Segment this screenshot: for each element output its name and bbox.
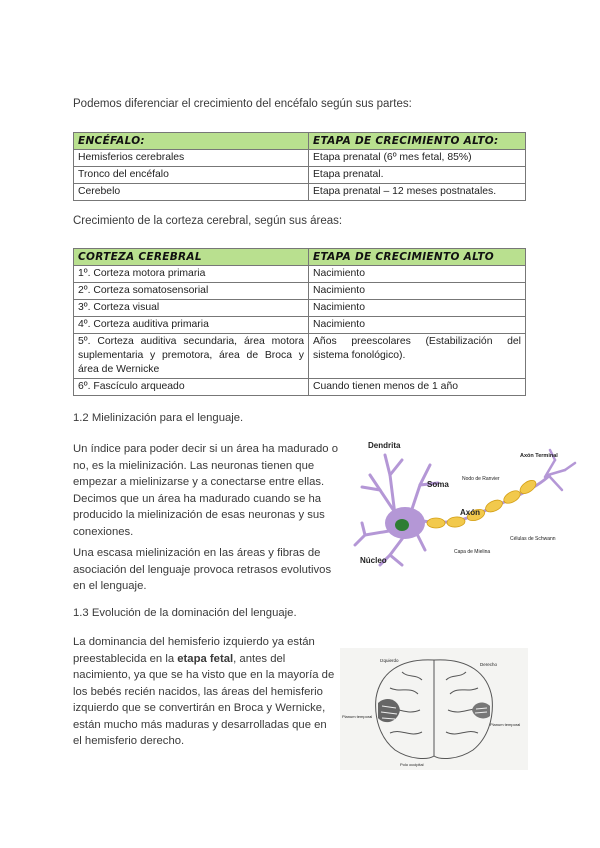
label-nodo-ranvier: Nodo de Ranvier (462, 476, 500, 482)
table-cell: Cerebelo (74, 184, 309, 201)
table-cell: Etapa prenatal. (309, 167, 526, 184)
table-row (74, 379, 526, 396)
label-celulas-schwann: Células de Schwann (510, 536, 556, 542)
brain-diagram (340, 648, 528, 770)
label-capa-mielina: Capa de Mielina (454, 549, 491, 555)
table-cell: 4º. Corteza auditiva primaria (74, 317, 309, 334)
label-soma: Soma (427, 480, 449, 489)
dominance-text-end: , antes del nacimiento, ya que se ha visto que en la mayoría de los bebés recién nacidos, las áreas del hemisferio izquierdo que se convertirán en Broca y Wernicke, están mucho más maduras y desarrolladas que en el hemisferio derecho. (73, 652, 335, 747)
table-cell: Tronco del encéfalo (74, 167, 309, 184)
table-cell: 6º. Fascículo arqueado (74, 379, 309, 396)
table-cell: Nacimiento (309, 266, 526, 283)
cortex-table (73, 248, 526, 396)
table-row (74, 334, 526, 379)
dominance-text-bold: etapa fetal (177, 652, 234, 665)
table-cell: 2º. Corteza somatosensorial (74, 283, 309, 300)
table-cell: 1º. Corteza motora primaria (74, 266, 309, 283)
table-cell: Nacimiento (309, 317, 526, 334)
table-cell: Etapa prenatal (6º mes fetal, 85%) (309, 150, 526, 167)
nucleus-icon (395, 519, 409, 531)
table-header-cell: CORTEZA CEREBRAL (74, 249, 309, 266)
table-header-cell: ENCÉFALO: (74, 133, 309, 150)
label-nucleo: Núcleo (360, 556, 387, 565)
table-row (74, 167, 526, 184)
table-header-cell: ETAPA DE CRECIMIENTO ALTO: (309, 133, 526, 150)
table-header-cell: ETAPA DE CRECIMIENTO ALTO (309, 249, 526, 266)
table-cell: Nacimiento (309, 300, 526, 317)
table-cell: Cuando tienen menos de 1 año (309, 379, 526, 396)
table-row (74, 266, 526, 283)
table-cell: Años preescolares (Estabilización del sistema fonológico). (309, 334, 526, 379)
myelination-paragraph-1: Un índice para poder decir si un área ha madurado o no, es la mielinización. Las neuronas tienen que empezar a mielinizarse y a conectarse entre ellas. Decimos que un área ha madurado cuando se ha producido la mielinización de esas neuronas y sus conexiones. (73, 443, 339, 538)
table-cell: Etapa prenatal – 12 meses postnatales. (309, 184, 526, 201)
label-planum-left: Planum temporal (342, 714, 373, 719)
table-row (74, 283, 526, 300)
table-row (74, 300, 526, 317)
section-heading-1-2: 1.2 Mielinización para el lenguaje. (73, 412, 244, 424)
table-cell: 5º. Corteza auditiva secundaria, área motora suplementaria y premotora, área de Broca y área de Wernicke (74, 334, 309, 379)
table-cell: 3º. Corteza visual (74, 300, 309, 317)
label-bottom: Polo occipital (400, 762, 424, 767)
table-header-row (74, 133, 526, 150)
label-izquierdo: Izquierdo (380, 658, 399, 663)
table-header-row (74, 249, 526, 266)
intro-text-1: Podemos diferenciar el crecimiento del encéfalo según sus partes: (73, 98, 412, 110)
label-derecho: Derecho (480, 662, 498, 667)
table-row (74, 150, 526, 167)
section-heading-1-3: 1.3 Evolución de la dominación del lenguaje. (73, 607, 297, 619)
table-row (74, 184, 526, 201)
intro-text-2: Crecimiento de la corteza cerebral, según sus áreas: (73, 215, 343, 227)
table-row (74, 317, 526, 334)
encephalon-table (73, 132, 526, 201)
label-axon-terminal: Axón Terminal (520, 453, 558, 459)
neuron-diagram (350, 435, 580, 570)
label-dendrita: Dendrita (368, 441, 401, 450)
dominance-text-start: La dominancia del hemisferio izquierdo ya están preestablecida en la (73, 636, 315, 665)
label-planum-right: Planum temporal (490, 722, 521, 727)
table-cell: Nacimiento (309, 283, 526, 300)
label-axon: Axón (460, 508, 480, 517)
table-cell: Hemisferios cerebrales (74, 150, 309, 167)
myelination-paragraph-2: Una escasa mielinización en las áreas y fibras de asociación del lenguaje provoca retrasos evolutivos en el lenguaje. (73, 547, 332, 592)
dominance-paragraph (73, 634, 335, 750)
